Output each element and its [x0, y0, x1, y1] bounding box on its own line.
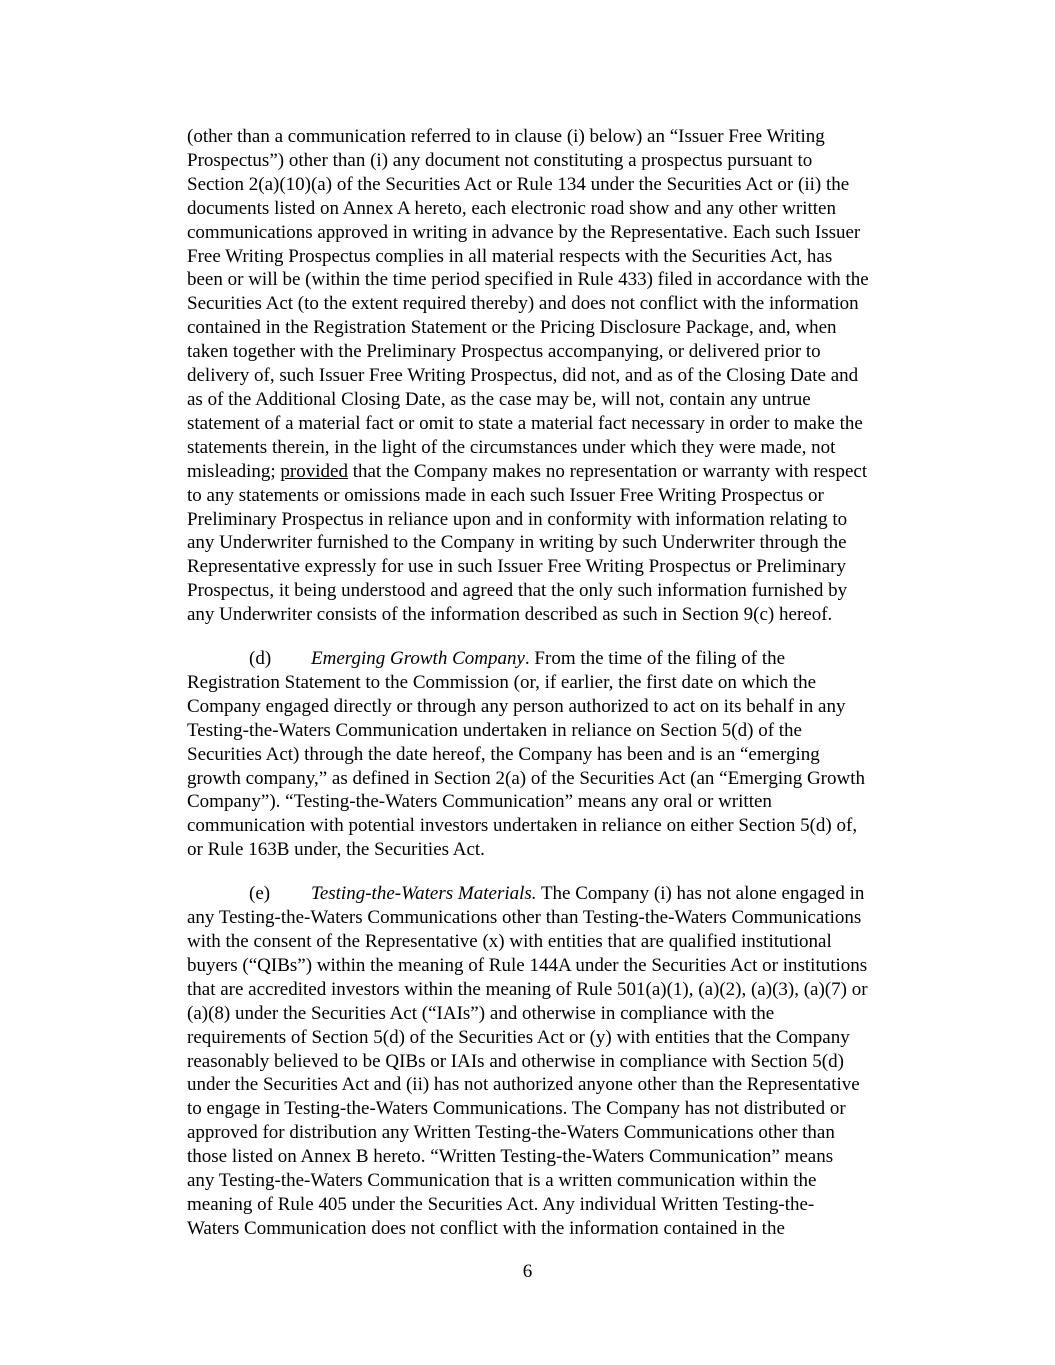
text-line: with the consent of the Representative (x) with entities that are qualified institutional: [187, 931, 832, 952]
paragraph-marker: (e): [249, 883, 271, 905]
text-line: reasonably believed to be QIBs or IAIs and otherwise in compliance with Section 5(d): [187, 1050, 844, 1072]
page-number: 6: [522, 1261, 533, 1282]
paragraph-e-first-line: [187, 882, 935, 906]
text-line: Company engaged directly or through any person authorized to act on its behalf in any: [187, 695, 846, 717]
text-line: statements therein, in the light of the circumstances under which they were made, not: [187, 436, 836, 458]
text-line: any Testing-the-Waters Communications other than Testing-the-Waters Communications: [187, 907, 862, 929]
paragraph-heading: Emerging Growth Company: [311, 648, 525, 670]
text-line: to engage in Testing-the-Waters Communications. The Company has not distributed or: [187, 1098, 846, 1120]
text-line: Section 2(a)(10)(a) of the Securities Act or Rule 134 under the Securities Act or (ii) the: [187, 173, 850, 195]
text-line: or Rule 163B under, the Securities Act.: [187, 839, 485, 861]
text-line: Company”). “Testing-the-Waters Communication” means any oral or written: [187, 791, 772, 813]
text-line: any Testing-the-Waters Communication that is a written communication within the: [187, 1170, 817, 1192]
text-line: buyers (“QIBs”) within the meaning of Rule 144A under the Securities Act or institutions: [187, 954, 868, 976]
heading-trailing-text: The Company (i) has not alone engaged in: [536, 883, 865, 905]
text-line: Free Writing Prospectus complies in all material respects with the Securities Act, has: [187, 245, 833, 267]
text-line: Prospectus, it being understood and agreed that the only such information furnished by: [187, 580, 848, 602]
text-line: those listed on Annex B hereto. “Written Testing-the-Waters Communication” means: [187, 1146, 834, 1168]
text-line: Securities Act) through the date hereof, the Company has been and is an “emerging: [187, 743, 820, 765]
paragraph-c-continued: [187, 125, 935, 627]
text-line: to any statements or omissions made in each such Issuer Free Writing Prospectus or: [187, 484, 824, 506]
text-line: growth company,” as defined in Section 2(a) of the Securities Act (an “Emerging Growth: [187, 767, 865, 789]
paragraph-d: [187, 647, 935, 862]
text-line: requirements of Section 5(d) of the Securities Act or (y) with entities that the Company: [187, 1026, 850, 1048]
text-line: Preliminary Prospectus in reliance upon and in conformity with information relating to: [187, 508, 848, 530]
text-line: Registration Statement to the Commission (or, if earlier, the first date on which the: [187, 671, 817, 693]
paragraph-gap: [187, 862, 935, 882]
text-line: communication with potential investors undertaken in reliance on either Section 5(d) of,: [187, 815, 858, 837]
text-line: been or will be (within the time period specified in Rule 433) filed in accordance with the: [187, 269, 869, 291]
text-line: under the Securities Act and (ii) has not authorized anyone other than the Representative: [187, 1074, 860, 1096]
proviso-line: [187, 460, 935, 484]
paragraph-d-first-line: [187, 647, 935, 671]
text-line: statement of a material fact or omit to state a material fact necessary in order to make the: [187, 412, 863, 434]
paragraph-heading: Testing-the-Waters Materials.: [311, 883, 537, 905]
paragraph-gap: [187, 627, 935, 647]
text-line: any Underwriter furnished to the Company in writing by such Underwriter through the: [187, 532, 847, 554]
heading-trailing-text: . From the time of the filing of the: [524, 648, 786, 670]
proviso-underlined-word: provided: [280, 460, 348, 482]
text-line: meaning of Rule 405 under the Securities Act. Any individual Written Testing-the-: [187, 1193, 815, 1215]
text-line: delivery of, such Issuer Free Writing Prospectus, did not, and as of the Closing Date and: [187, 365, 859, 387]
proviso-prefix: misleading;: [187, 460, 281, 482]
text-line: (other than a communication referred to in clause (i) below) an “Issuer Free Writing: [187, 126, 825, 147]
text-line: contained in the Registration Statement or the Pricing Disclosure Package, and, when: [187, 317, 837, 339]
text-line: Waters Communication does not conflict with the information contained in the: [187, 1217, 785, 1239]
text-line: Securities Act (to the extent required thereby) and does not conflict with the information: [187, 293, 859, 315]
paragraph-e: [187, 882, 935, 1241]
proviso-suffix: that the Company makes no representation or warranty with respect: [347, 460, 868, 482]
text-line: as of the Additional Closing Date, as the case may be, will not, contain any untrue: [187, 388, 811, 410]
text-line: Prospectus”) other than (i) any document not constituting a prospectus pursuant to: [187, 149, 813, 171]
text-line: Testing-the-Waters Communication undertaken in reliance on Section 5(d) of the: [187, 719, 802, 741]
text-line: communications approved in writing in advance by the Representative. Each such Issuer: [187, 221, 861, 243]
text-line: Representative expressly for use in such Issuer Free Writing Prospectus or Preliminary: [187, 556, 846, 578]
text-line: taken together with the Preliminary Prospectus accompanying, or delivered prior to: [187, 341, 821, 363]
text-line: (a)(8) under the Securities Act (“IAIs”) and otherwise in compliance with the: [187, 1002, 775, 1024]
text-line: any Underwriter consists of the information described as such in Section 9(c) hereof.: [187, 604, 833, 626]
paragraph-marker: (d): [249, 648, 272, 670]
document-body: [187, 125, 935, 1241]
text-line: that are accredited investors within the meaning of Rule 501(a)(1), (a)(2), (a)(3), (a)(7) or: [187, 978, 868, 1000]
text-line: approved for distribution any Written Testing-the-Waters Communications other than: [187, 1122, 835, 1144]
text-line: documents listed on Annex A hereto, each electronic road show and any other written: [187, 197, 836, 219]
